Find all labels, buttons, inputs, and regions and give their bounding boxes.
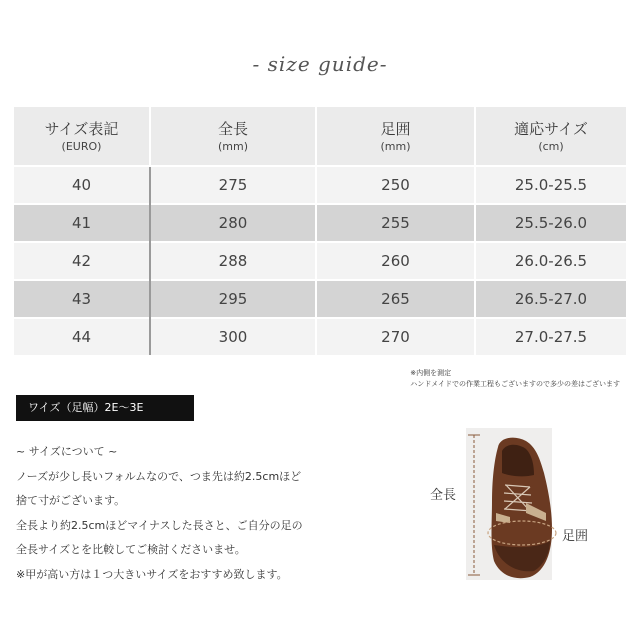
size-description [16, 440, 386, 587]
table-row [14, 166, 626, 204]
cell-length: 275 [150, 166, 316, 204]
header-length-label: 全長 [217, 119, 248, 138]
description-line: ノーズが少し長いフォルムなので、つま先は約2.5cmほど [16, 469, 302, 483]
cell-length: 280 [150, 204, 316, 242]
header-size [14, 107, 150, 166]
cell-girth: 265 [316, 280, 475, 318]
length-label: 全長 [430, 488, 457, 503]
cell-length: 295 [150, 280, 316, 318]
page-title: - size guide- [252, 52, 388, 76]
cell-girth: 270 [316, 318, 475, 355]
header-fit-label: 適応サイズ [514, 119, 588, 138]
cell-size: 44 [14, 318, 150, 355]
table-row [14, 280, 626, 318]
header-size-unit: (EURO) [61, 139, 102, 153]
width-label: ワイズ（足幅）2E〜3E [16, 395, 194, 421]
cell-size: 43 [14, 280, 150, 318]
description-line: 捨て寸がございます。 [16, 494, 126, 507]
cell-girth: 250 [316, 166, 475, 204]
measurement-notes [410, 368, 620, 390]
cell-size: 41 [14, 204, 150, 242]
header-length-unit: (mm) [217, 139, 248, 153]
cell-girth: 255 [316, 204, 475, 242]
table-row [14, 318, 626, 355]
cell-fit: 26.0-26.5 [475, 242, 626, 280]
table-header-row [14, 107, 626, 166]
table-row [14, 204, 626, 242]
header-fit-unit: (cm) [538, 139, 564, 153]
header-girth-unit: (mm) [380, 139, 411, 153]
shoe-icon [492, 438, 553, 579]
header-size-label: サイズ表記 [44, 119, 119, 138]
header-fit [475, 107, 626, 166]
cell-fit: 25.5-26.0 [475, 204, 626, 242]
cell-fit: 26.5-27.0 [475, 280, 626, 318]
description-line: ※甲が高い方は１つ大きいサイズをおすすめ致します。 [16, 567, 288, 581]
description-heading: ~ サイズについて ~ [16, 445, 118, 458]
cell-girth: 260 [316, 242, 475, 280]
girth-label: 足囲 [562, 529, 589, 544]
length-measure-line [468, 435, 480, 575]
size-table [14, 107, 626, 355]
header-girth [316, 107, 475, 166]
cell-size: 42 [14, 242, 150, 280]
note-handmade: ハンドメイドでの作業工程もございますので多少の差はございます [410, 380, 620, 388]
cell-size: 40 [14, 166, 150, 204]
header-girth-label: 足囲 [380, 119, 411, 138]
description-line: 全長より約2.5cmほどマイナスした長さと、ご自分の足の [16, 518, 303, 532]
note-inside: ※内側を測定 [410, 369, 452, 377]
cell-fit: 25.0-25.5 [475, 166, 626, 204]
cell-length: 300 [150, 318, 316, 355]
table-row [14, 242, 626, 280]
shoe-diagram [460, 425, 570, 590]
cell-fit: 27.0-27.5 [475, 318, 626, 355]
description-line: 全長サイズとを比較してご検討くださいませ。 [16, 543, 246, 556]
cell-length: 288 [150, 242, 316, 280]
header-length [150, 107, 316, 166]
